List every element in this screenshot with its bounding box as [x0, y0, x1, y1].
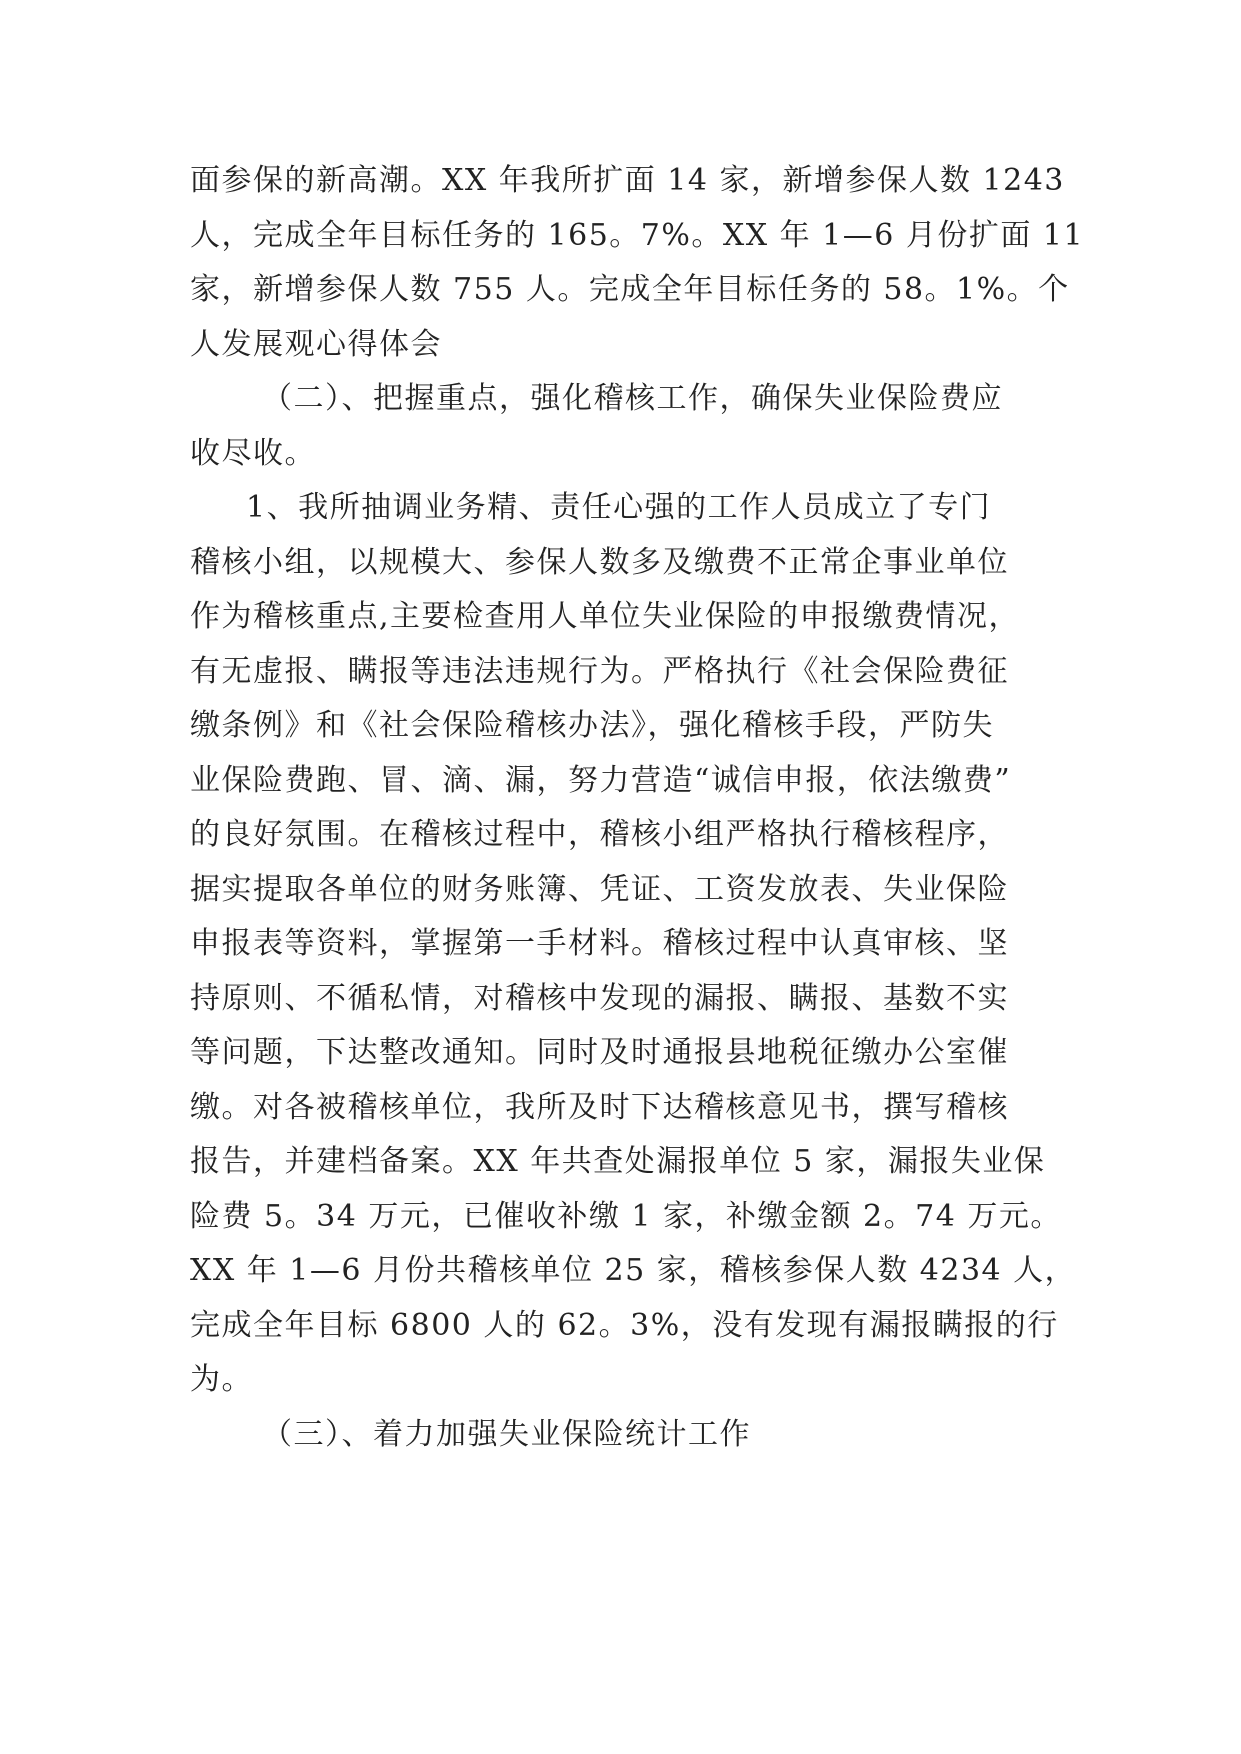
paragraph-start: 1、我所抽调业务精、责任心强的工作人员成立了专门	[246, 490, 992, 525]
text-line: 报告，并建档备案。XX 年共查处漏报单位 5 家，漏报失业保	[190, 1144, 1046, 1179]
text-line: 人，完成全年目标任务的 165。7%。XX 年 1—6 月份扩面 11	[190, 217, 1085, 253]
text-line: 险费 5。34 万元，已催收补缴 1 家，补缴金额 2。74 万元。	[190, 1198, 1062, 1234]
document-body	[190, 154, 1085, 1462]
text-line: XX 年 1—6 月份共稽核单位 25 家，稽核参保人数 4234 人，	[190, 1253, 1077, 1288]
text-line: 的良好氛围。在稽核过程中，稽核小组严格执行稽核程序，	[190, 817, 1009, 852]
text-line: 完成全年目标 6800 人的 62。3%，没有发现有漏报瞒报的行	[190, 1307, 1059, 1343]
text-line: 人发展观心得体会	[190, 326, 442, 362]
text-line: 等问题，下达整改通知。同时及时通报县地税征缴办公室催	[190, 1035, 1009, 1070]
text-line: 为。	[190, 1362, 253, 1397]
text-line: 面参保的新高潮。XX 年我所扩面 14 家，新增参保人数 1243	[190, 163, 1065, 198]
section-heading-two: （二）、把握重点，强化稽核工作，确保失业保险费应	[262, 381, 1003, 416]
text-line: 缴。对各被稽核单位，我所及时下达稽核意见书，撰写稽核	[190, 1089, 1009, 1125]
section-heading-three: （三）、着力加强失业保险统计工作	[262, 1416, 751, 1452]
text-line: 据实提取各单位的财务账簿、凭证、工资发放表、失业保险	[190, 871, 1009, 907]
text-line: 缴条例》和《社会保险稽核办法》，强化稽核手段，严防失	[190, 708, 994, 743]
text-line: 业保险费跑、冒、滴、漏，努力营造“诚信申报，依法缴费”	[190, 762, 1012, 798]
text-line: 家，新增参保人数 755 人。完成全年目标任务的 58。1%。个	[190, 272, 1070, 307]
text-line: 有无虚报、瞒报等违法违规行为。严格执行《社会保险费征	[190, 653, 1009, 689]
text-line: 作为稽核重点,主要检查用人单位失业保险的申报缴费情况，	[190, 599, 1021, 634]
text-line: 持原则、不循私情，对稽核中发现的漏报、瞒报、基数不实	[190, 980, 1009, 1016]
text-line: 申报表等资料，掌握第一手材料。稽核过程中认真审核、坚	[190, 926, 1009, 961]
text-line: 稽核小组，以规模大、参保人数多及缴费不正常企事业单位	[190, 544, 1009, 580]
text-line: 收尽收。	[190, 435, 316, 471]
